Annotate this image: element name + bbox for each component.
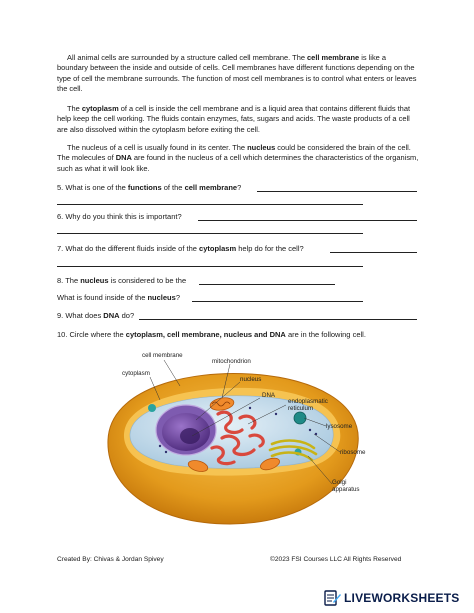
text: What is found inside of the xyxy=(57,293,148,302)
nucleus-shape[interactable] xyxy=(156,405,216,455)
text: 10. Circle where the xyxy=(57,330,126,339)
bold-term: cytoplasm, cell membrane, nucleus and DNA xyxy=(125,330,286,339)
text: 5. What is one of the xyxy=(57,183,128,192)
question-8b xyxy=(57,293,180,303)
bold-term: nucleus xyxy=(80,276,109,285)
liveworksheets-logo[interactable] xyxy=(324,589,459,607)
text: help do for the cell? xyxy=(236,244,304,253)
bold-term: cell membrane xyxy=(184,183,238,192)
liveworksheets-icon xyxy=(324,590,342,606)
bold-term: nucleus xyxy=(147,293,176,302)
text: ? xyxy=(237,183,242,192)
text: is like a boundary between the inside and outside of cells. Cell membranes have different functions depending on the type of cell the membrane surrounds. The function of most cell membranes is to control what enters or leaves the cell. xyxy=(57,53,417,94)
question-5 xyxy=(57,183,241,193)
animal-cell-diagram[interactable] xyxy=(100,348,370,528)
label-lysosome: lysosome xyxy=(326,423,353,430)
answer-line-8a[interactable] xyxy=(199,284,335,285)
answer-line-5b[interactable] xyxy=(57,204,363,205)
question-9 xyxy=(57,311,134,321)
bold-term: cell membrane xyxy=(307,53,360,62)
text: ? xyxy=(175,293,180,302)
text: The xyxy=(67,104,82,113)
bold-term: functions xyxy=(127,183,162,192)
paragraph-cell-membrane xyxy=(57,53,419,95)
bold-term: cytoplasm xyxy=(199,244,237,253)
text: of a cell is inside the cell membrane and is a liquid area that contains different fluids that help keep the cell working. The fluids contain enzymes, fats, sugars and acids. The waste products of a cell are also dissolved within the cytoplasm before exiting the cell. xyxy=(57,104,411,134)
paragraph-cytoplasm xyxy=(57,104,419,135)
question-10 xyxy=(57,330,366,340)
footer-copyright: ©2023 FSI Courses LLC All Rights Reserved xyxy=(270,556,402,563)
bold-term: cytoplasm xyxy=(81,104,119,113)
text: The nucleus of a cell is usually found in its center. The xyxy=(67,143,248,152)
label-ribosome: ribosome xyxy=(340,449,366,456)
answer-line-7b[interactable] xyxy=(57,266,363,267)
label-golgi-line1: Golgi xyxy=(332,479,347,486)
liveworksheets-wordmark: LIVEWORKSHEETS xyxy=(344,591,460,605)
bold-term: DNA xyxy=(103,311,120,320)
answer-line-7a[interactable] xyxy=(330,252,417,253)
label-nucleus: nucleus xyxy=(240,376,262,383)
text: All animal cells are surrounded by a structure called cell membrane. The xyxy=(67,53,308,62)
text: could be considered the brain of the cell. The molecules of xyxy=(57,143,411,163)
label-er-line1: endoplasmatic xyxy=(288,398,328,405)
answer-line-8b[interactable] xyxy=(192,301,363,302)
text: are found in the nucleus of a cell which determines the characteristics of the organism, such as what it will look like. xyxy=(57,153,419,173)
question-8 xyxy=(57,276,186,286)
answer-line-6b[interactable] xyxy=(57,233,363,234)
bold-term: DNA xyxy=(115,153,132,163)
text: do? xyxy=(119,311,135,320)
question-6 xyxy=(57,212,182,222)
answer-line-9[interactable] xyxy=(139,319,417,320)
text: 9. What does xyxy=(57,311,104,320)
label-er-line2: reticulum xyxy=(288,405,314,412)
text: 7. What do the different fluids inside of the xyxy=(57,244,200,253)
text: 6. Why do you think this is important? xyxy=(57,212,182,221)
label-dna: DNA xyxy=(262,392,276,399)
text: are in the following cell. xyxy=(285,330,366,339)
text: is considered to be the xyxy=(108,276,187,285)
footer-credit: Created By: Chivas & Jordan Spivey xyxy=(57,556,164,563)
label-golgi-line2: apparatus xyxy=(332,486,360,493)
answer-line-6a[interactable] xyxy=(198,220,417,221)
label-mitochondrion: mitochondrion xyxy=(212,358,251,365)
answer-line-5a[interactable] xyxy=(257,191,417,192)
text: 8. The xyxy=(57,276,81,285)
bold-term: nucleus xyxy=(247,143,276,152)
label-cytoplasm: cytoplasm xyxy=(122,370,150,377)
text: of the xyxy=(161,183,185,192)
question-7 xyxy=(57,244,304,254)
paragraph-nucleus xyxy=(57,143,419,174)
label-cell-membrane: cell membrane xyxy=(142,352,183,359)
